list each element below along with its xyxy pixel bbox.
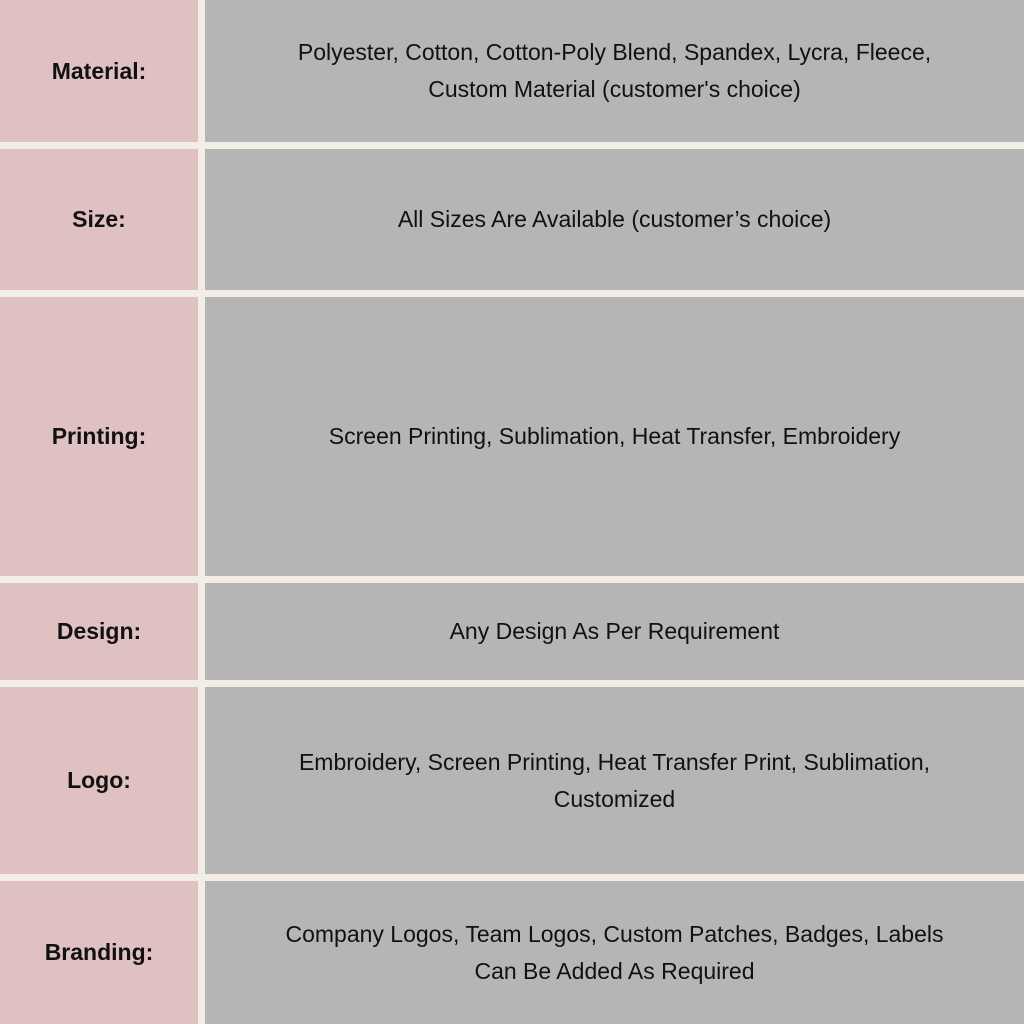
table-row-size: [0, 149, 1024, 290]
table-row-design: [0, 583, 1024, 680]
label-text: Branding:: [44, 939, 154, 965]
row-label-material: [0, 0, 198, 142]
row-value-branding: [205, 881, 1024, 1024]
row-label-printing: [0, 297, 198, 576]
row-value-material: [205, 0, 1024, 142]
row-value-design: [205, 583, 1024, 680]
label-text: Size:: [72, 206, 126, 232]
value-text: Any Design As Per Requirement: [449, 618, 780, 644]
table-row-material: [0, 0, 1024, 142]
value-text: Embroidery, Screen Printing, Heat Transfer Print, Sublimation, Customized: [298, 748, 931, 812]
row-value-size: [205, 149, 1024, 290]
row-label-branding: [0, 881, 198, 1024]
table-row-branding: [0, 881, 1024, 1024]
row-value-printing: [205, 297, 1024, 576]
value-text: All Sizes Are Available (customer’s choice): [397, 206, 832, 232]
table-row-printing: [0, 297, 1024, 576]
value-text: Polyester, Cotton, Cotton-Poly Blend, Spandex, Lycra, Fleece, Custom Material (customer's choice): [297, 39, 932, 102]
label-text: Logo:: [67, 767, 131, 793]
table-row-logo: [0, 687, 1024, 874]
row-value-logo: [205, 687, 1024, 874]
row-label-size: [0, 149, 198, 290]
label-text: Printing:: [51, 423, 147, 449]
label-text: Material:: [51, 57, 147, 84]
value-text: Company Logos, Team Logos, Custom Patches, Badges, Labels Can Be Added As Required: [285, 920, 944, 984]
label-text: Design:: [56, 618, 142, 644]
value-text: Screen Printing, Sublimation, Heat Transfer, Embroidery: [328, 423, 901, 449]
row-label-design: [0, 583, 198, 680]
row-label-logo: [0, 687, 198, 874]
